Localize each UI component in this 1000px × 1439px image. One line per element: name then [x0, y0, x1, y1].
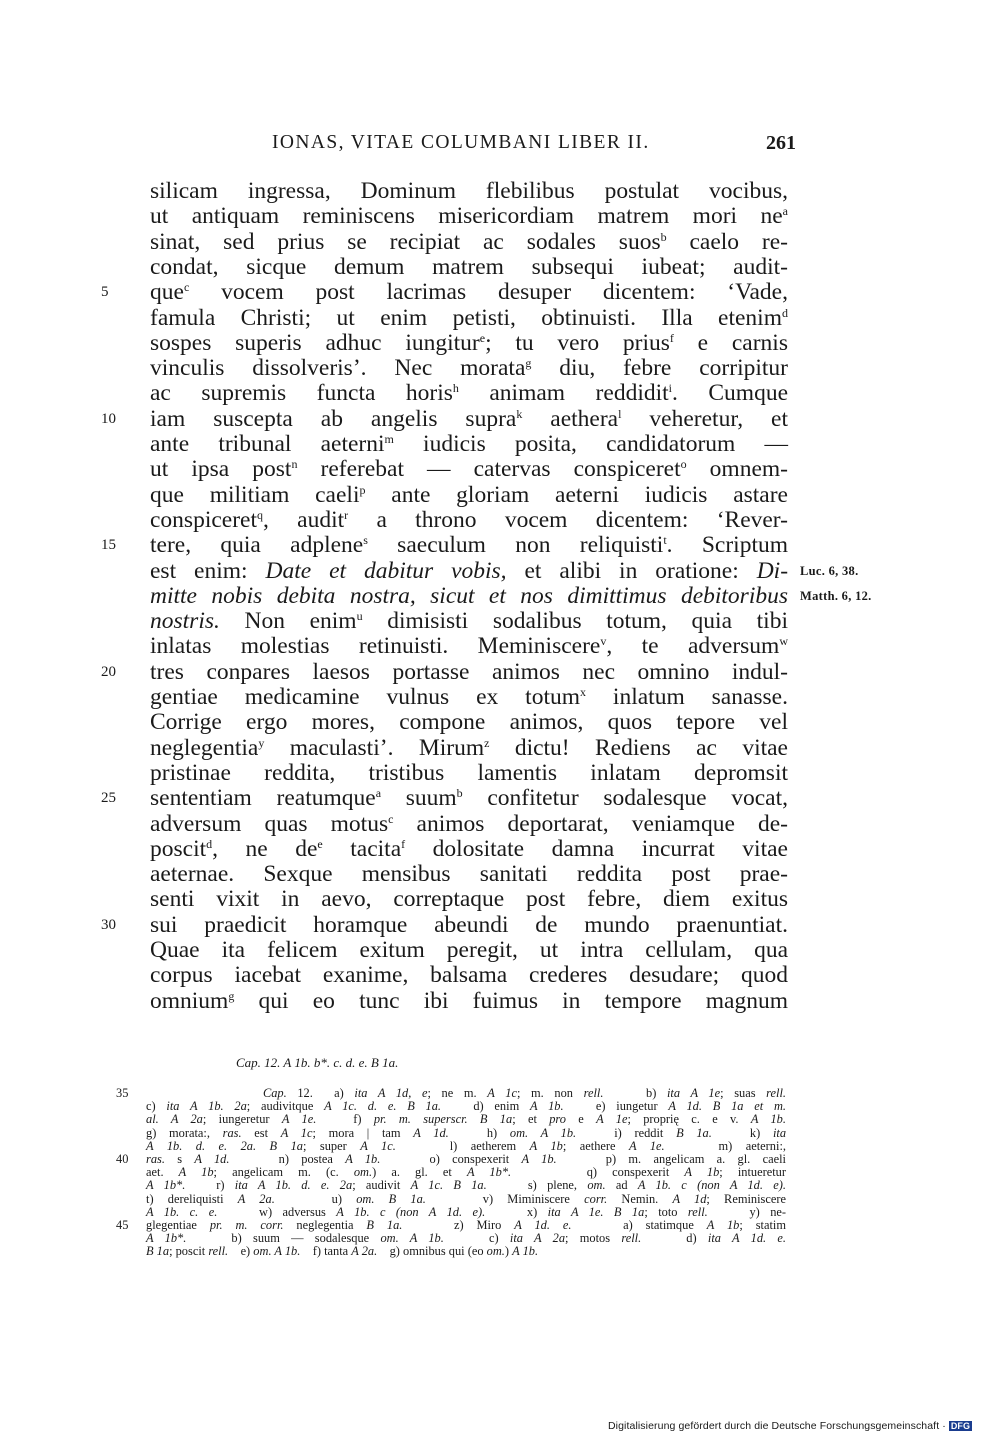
apparatus-text: A 1b. c. e. w) adversus A 1b. c (non A 1d. e). x) ita A 1e. B 1a; toto rell. y) ne- [146, 1204, 787, 1219]
text-line [0, 203, 1000, 229]
apparatus-text: A 1b*. b) suum — sodalesque om. A 1b. c) ita A 2a; motos rell. d) ita A 1d. e. [146, 1231, 787, 1246]
line-text: tere, quia adplene$^s$ saeculum non reliquisti$^t$. Scriptum [150, 532, 789, 559]
dfg-logo: DFG [950, 1421, 971, 1431]
text-line [0, 760, 1000, 786]
line-text: senti vixit in aevo, correptaque post febre, diem exitus [150, 886, 788, 913]
chapter-witness-line: Cap. 12. A 1b. b*. c. d. e. B 1a. [236, 1055, 399, 1070]
line-number: 30 [101, 916, 116, 933]
running-title: IONAS, VITAE COLUMBANI LIBER II. [272, 132, 650, 153]
line-text: neglegentia$^y$ maculasti’. Mirum$^z$ dictu! Rediens ac vitae [150, 734, 788, 761]
apparatus-text: A 1b*. r) ita A 1b. d. e. 2a; audivit A 1c. B 1a. s) plene, om. ad A 1b. c (non A 1d. e). [146, 1178, 786, 1193]
text-line [0, 279, 1000, 305]
line-text: ut antiquam reminiscens misericordiam matrem mori $ne^a$ [150, 203, 788, 230]
line-text: est enim: Date et dabitur vobis, et alibi in oratione: Di- [150, 557, 789, 584]
text-line [0, 406, 1000, 432]
line-text: nostris. Non enim$^u$ dimisisti sodalibus totum, quia tibi [150, 608, 788, 635]
line-text: omnium$^g$ qui eo tunc ibi fuimus in tempore magnum [150, 987, 788, 1014]
text-line [0, 684, 1000, 710]
line-text: gentiae medicamine vulnus ex totum$^x$ inlatum sanasse. [150, 684, 788, 710]
text-line [0, 482, 1000, 508]
text-line [0, 886, 1000, 912]
line-text: poscit$^d$, ne $de^e$ tacita$^f$ dolositate damna incurrat vitae [150, 835, 788, 862]
line-text: ut ipsa post$^n$ referebat — catervas conspiceret$^o$ omnem- [150, 456, 788, 483]
line-number: 15 [101, 537, 116, 554]
page-number: 261 [766, 132, 796, 154]
text-line [0, 785, 1000, 811]
text-line [0, 380, 1000, 406]
line-number: 40 [116, 1152, 129, 1166]
line-text: ante tribunal aeterni$^m$ iudicis posita, candidatorum — [150, 431, 788, 457]
text-line [0, 633, 1000, 659]
text-line [0, 735, 1000, 761]
text-line [0, 937, 1000, 963]
text-line [0, 988, 1000, 1014]
line-text: silicam ingressa, Dominum flebilibus postulat vocibus, [150, 178, 788, 204]
line-text: sui praedicit horamque abeundi de mundo praenuntiat. [150, 911, 788, 938]
line-number: 35 [116, 1086, 129, 1100]
line-text: famula Christi; ut enim petisti, obtinuisti. Illa etenim$^d$ [150, 304, 788, 331]
apparatus-text: glegentiae pr. m. corr. neglegentia B 1a. z) Miro A 1d. e. a) statimque A 1b; statim [146, 1218, 786, 1232]
apparatus-text: t) dereliquisti A 2a. u) om. B 1a. v) Miminiscere corr. Nemin. A 1d; Reminiscere [146, 1191, 786, 1206]
line-text: vinculis dissolveris’. Nec morata$^g$ diu, febre corripitur [150, 355, 788, 382]
text-line [0, 912, 1000, 938]
text-line [0, 431, 1000, 457]
margin-reference: Luc. 6, 38. [800, 563, 859, 578]
line-text: corpus iacebat exanime, balsama crederes desudare; quod [150, 962, 788, 989]
line-text: sospes superis adhuc iungitur$^e$; tu vero prius$^f$ e carnis [150, 329, 788, 356]
text-line [0, 608, 1000, 634]
line-number: 20 [101, 663, 116, 680]
running-header [0, 132, 1000, 162]
line-text: conspiceret$^q$, audit$^r$ a throno vocem dicentem: ‘Rever- [150, 506, 788, 533]
funding-footer [608, 1420, 972, 1432]
apparatus-text: ras. s A 1d. n) postea A 1b. o) conspexerit A 1b. p) m. angelicam a. gl. caeli [146, 1152, 786, 1166]
funding-text: Digitalisierung gefördert durch die Deutsche Forschungsgemeinschaft · [608, 1420, 946, 1432]
text-line [0, 305, 1000, 331]
text-line [0, 659, 1000, 685]
line-text: Quae ita felicem exitum peregit, ut intra cellulam, qua [150, 937, 788, 963]
line-text: sinat, sed prius se recipiat ac sodales suos$^b$ caelo re- [150, 228, 788, 255]
text-line [0, 811, 1000, 837]
text-line [0, 254, 1000, 280]
line-text: sententiam reatumque$^a$ suum$^b$ confitetur sodalesque vocat, [150, 785, 788, 812]
apparatus-text: A 1b. d. e. 2a. B 1a; super A 1c. l) aetherem A 1b; aethere A 1e. m) aeterni:, [146, 1138, 786, 1153]
line-text: que militiam caeli$^p$ ante gloriam aeterni iudicis astare [150, 481, 788, 508]
line-text: aeternae. Sexque mensibus sanitati reddita post prae- [150, 861, 788, 888]
text-line [0, 507, 1000, 533]
line-number: 10 [101, 410, 116, 427]
line-number: 45 [116, 1218, 129, 1232]
apparatus-text: al. A 2a; iungeretur A 1e. f) pr. m. superscr. B 1a; et pro e A 1e; proprię c. e v. A 1b. [146, 1112, 786, 1127]
line-text: tres conpares laesos portasse animos nec omnino indul- [150, 658, 788, 685]
text-line [0, 583, 1000, 609]
line-text: inlatas molestias retinuisti. Meminiscere$^v$, te adversum$^w$ [150, 633, 788, 660]
text-line [0, 330, 1000, 356]
apparatus-text: B 1a; poscit rell. e) om. A 1b. f) tanta A 2a. g) omnibus qui (eo om.) A 1b. [146, 1244, 539, 1259]
line-text: que$^c$ vocem post lacrimas desuper dicentem: ‘Vade, [150, 279, 788, 306]
text-line [0, 558, 1000, 584]
line-text: ac supremis functa horis$^h$ animam reddidit$^i$. Cumque [150, 380, 788, 407]
text-line [0, 709, 1000, 735]
line-text: adversum quas motus$^c$ animos deportarat, veniamque de- [150, 810, 788, 837]
text-line [0, 836, 1000, 862]
line-text: Corrige ergo mores, compone animos, quos tepore vel [150, 709, 788, 736]
apparatus-text: aet. A 1b; angelicam m. (c. om.) a. gl. et A 1b*. q) conspexerit A 1b; intueretur [146, 1165, 786, 1180]
line-text: condat, sicque demum matrem subsequi iubeat; audit- [150, 253, 788, 280]
line-text: pristinae reddita, tristibus lamentis inlatam depromsit [150, 759, 788, 786]
text-line [0, 532, 1000, 558]
apparatus-text: g) morata:, ras. est A 1c; mora | tam A 1d. h) om. A 1b. i) reddit B 1a. k) ita [146, 1125, 787, 1140]
text-line [0, 456, 1000, 482]
line-number: 25 [101, 790, 116, 807]
text-line [0, 355, 1000, 381]
text-line [0, 962, 1000, 988]
margin-reference: Matth. 6, 12. [800, 588, 872, 603]
text-line [0, 861, 1000, 887]
apparatus-text: Cap. 12. a) ita A 1d, e; ne m. A 1c; m. non rell. b) ita A 1e; suas rell. [262, 1086, 787, 1100]
apparatus-text: c) ita A 1b. 2a; audivitque A 1c. d. e. B 1a. d) enim A 1b. e) iungetur A 1d. B 1a et m. [146, 1099, 786, 1114]
text-line [0, 178, 1000, 204]
line-text: mitte nobis debita nostra, sicut et nos dimittimus debitoribus [150, 582, 788, 609]
text-line [0, 229, 1000, 255]
line-number: 5 [101, 284, 109, 301]
line-text: iam suscepta ab angelis supra$^k$ aethera$^l$ veheretur, et [150, 405, 788, 432]
